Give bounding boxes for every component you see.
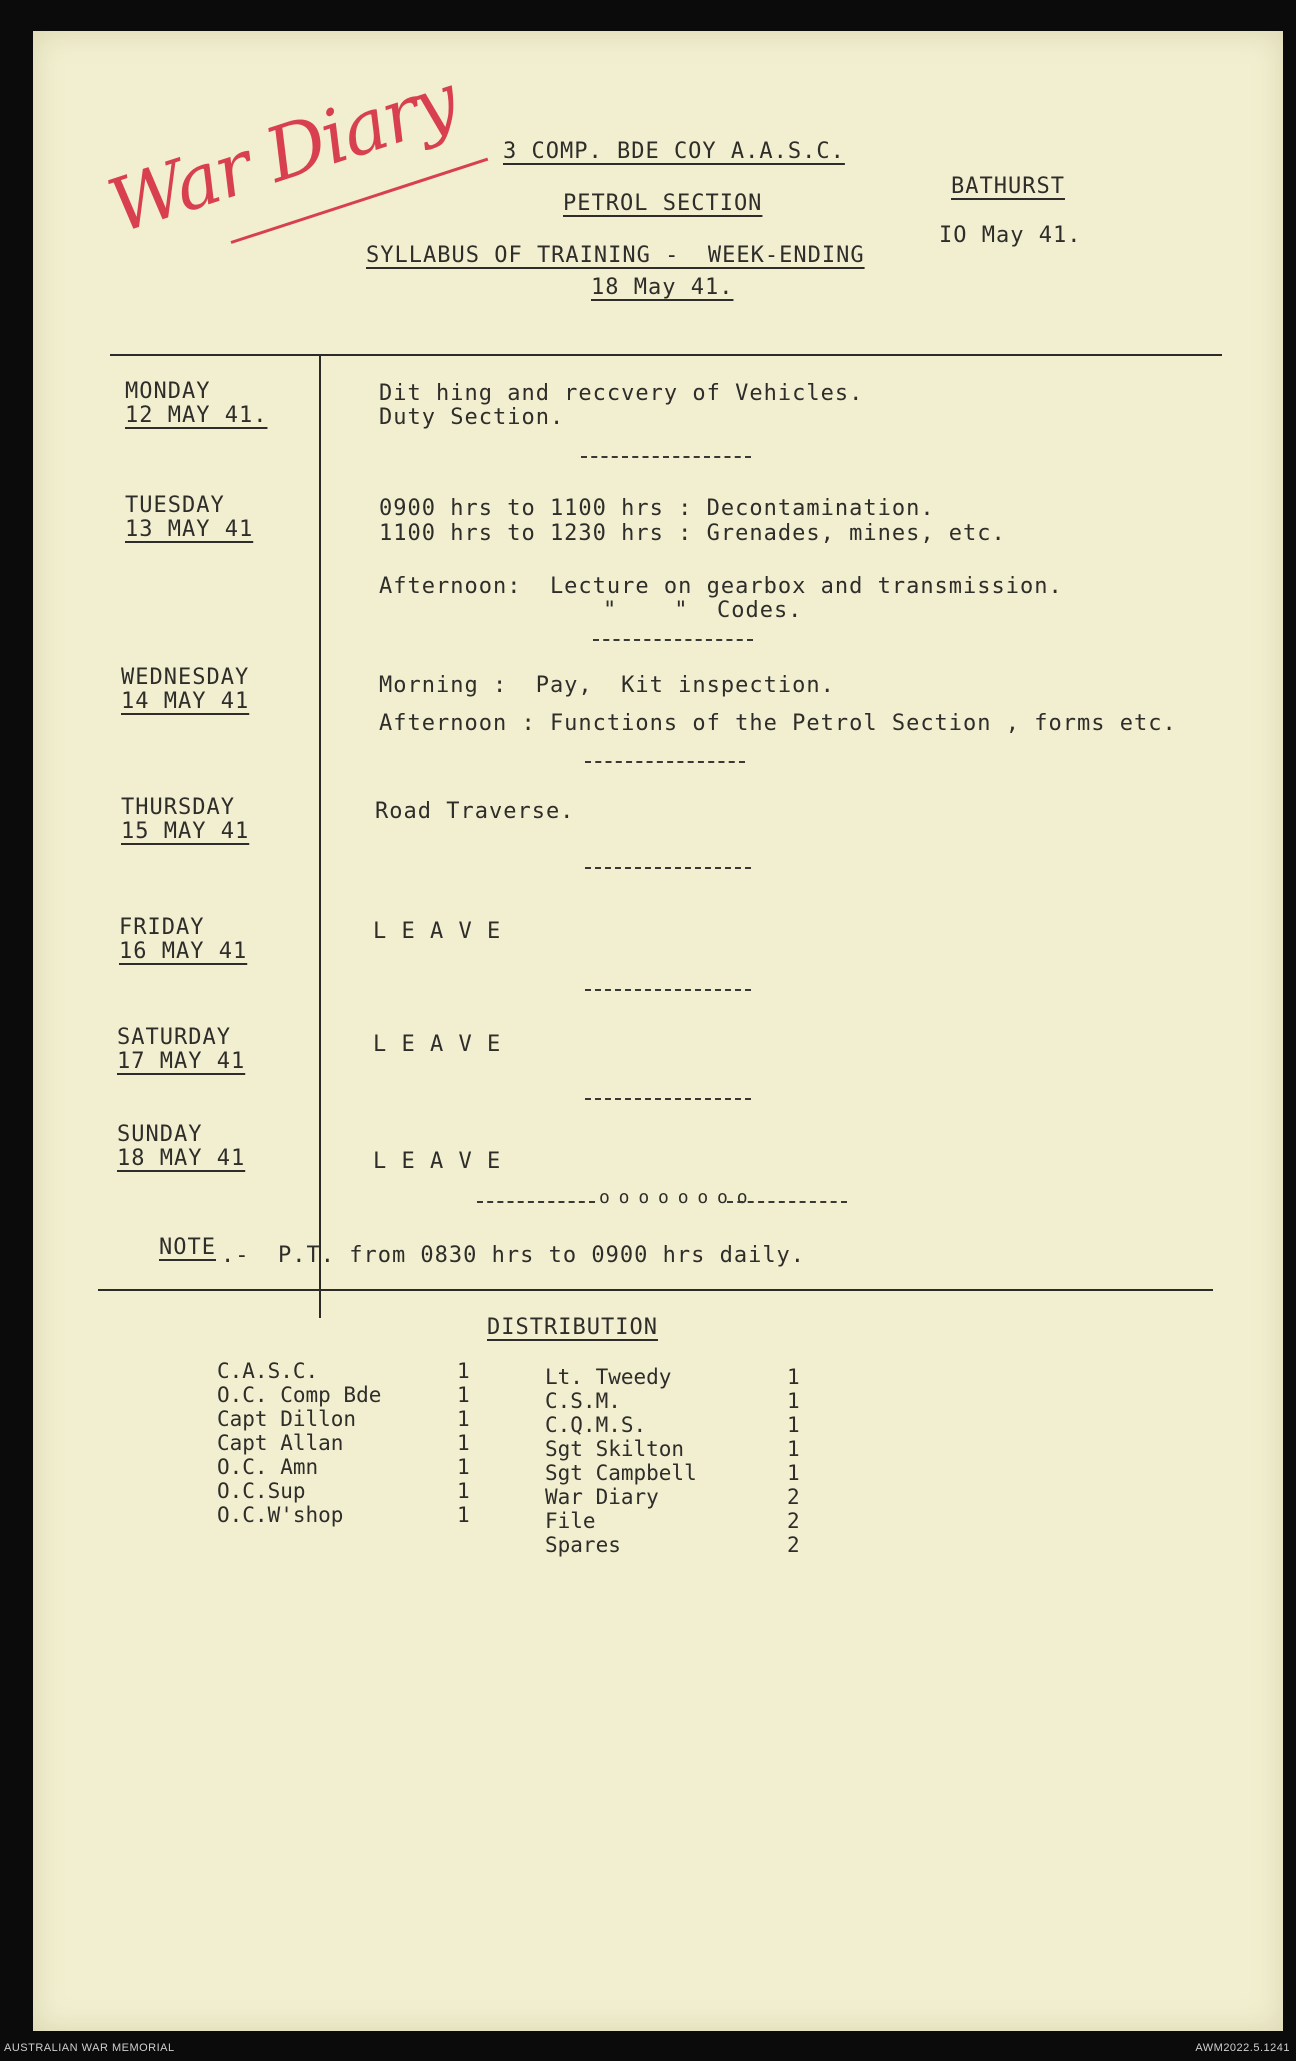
list-qty: 1 xyxy=(787,1437,800,1461)
place: BATHURST xyxy=(951,174,1065,199)
note-text: .- P.T. from 0830 hrs to 0900 hrs daily. xyxy=(221,1243,806,1268)
activity-line: Morning : Pay, Kit inspection. xyxy=(379,673,835,698)
day-name: WEDNESDAY xyxy=(121,665,250,690)
list-item: C.S.M. xyxy=(545,1389,621,1413)
day-date: 18 MAY 41 xyxy=(117,1146,246,1171)
distribution-title: DISTRIBUTION xyxy=(487,1315,658,1340)
list-item: Lt. Tweedy xyxy=(545,1365,672,1389)
activity-line: L E A V E xyxy=(373,919,502,944)
day-date: 16 MAY 41 xyxy=(119,939,248,964)
day-separator xyxy=(593,639,753,641)
document-date: IO May 41. xyxy=(939,223,1082,248)
list-item: O.C.Sup xyxy=(217,1479,306,1503)
day-name: THURSDAY xyxy=(121,795,235,820)
list-qty: 1 xyxy=(457,1479,470,1503)
list-qty: 1 xyxy=(457,1407,470,1431)
activity-line: Afternoon: Lecture on gearbox and transmission. xyxy=(379,574,1063,599)
activity-line: " " Codes. xyxy=(603,598,803,623)
list-qty: 1 xyxy=(457,1383,470,1407)
list-item: O.C. Amn xyxy=(217,1455,319,1479)
list-qty: 1 xyxy=(457,1503,470,1527)
day-name: SUNDAY xyxy=(117,1122,203,1147)
end-mark: o o o o o o o o xyxy=(599,1187,747,1208)
list-item: War Diary xyxy=(545,1485,659,1509)
section-title: PETROL SECTION xyxy=(563,191,763,216)
day-separator xyxy=(585,1098,751,1100)
document-page xyxy=(33,31,1283,2031)
unit-title: 3 COMP. BDE COY A.A.S.C. xyxy=(503,139,845,164)
list-item: C.Q.M.S. xyxy=(545,1413,647,1437)
list-qty: 1 xyxy=(787,1389,800,1413)
list-qty: 1 xyxy=(787,1461,800,1485)
list-item: File xyxy=(545,1509,596,1533)
activity-line: L E A V E xyxy=(373,1149,502,1174)
day-name: TUESDAY xyxy=(125,493,225,518)
day-separator xyxy=(585,989,751,991)
day-date: 15 MAY 41 xyxy=(121,819,250,844)
list-item: Sgt Skilton xyxy=(545,1437,685,1461)
day-separator xyxy=(585,761,745,763)
list-qty: 1 xyxy=(457,1431,470,1455)
footer-reference: AWM2022.5.1241 xyxy=(1195,2042,1290,2054)
note-label: NOTE xyxy=(159,1235,216,1260)
activity-line: Duty Section. xyxy=(379,405,565,430)
list-qty: 1 xyxy=(457,1359,470,1383)
list-item: Capt Allan xyxy=(217,1431,344,1455)
day-separator xyxy=(585,867,751,869)
war-diary-annotation: War Diary xyxy=(98,57,467,251)
list-item: Spares xyxy=(545,1533,621,1557)
list-qty: 1 xyxy=(787,1365,800,1389)
activity-line: Dit hing and reccvery of Vehicles. xyxy=(379,381,864,406)
column-rule xyxy=(319,356,321,1318)
list-qty: 2 xyxy=(787,1485,800,1509)
list-qty: 1 xyxy=(457,1455,470,1479)
day-name: MONDAY xyxy=(125,379,211,404)
list-qty: 1 xyxy=(787,1413,800,1437)
list-item: Sgt Campbell xyxy=(545,1461,697,1485)
day-separator xyxy=(581,456,751,458)
activity-line: Afternoon : Functions of the Petrol Section , forms etc. xyxy=(379,711,1177,736)
day-date: 13 MAY 41 xyxy=(125,517,254,542)
activity-line: 1100 hrs to 1230 hrs : Grenades, mines, etc. xyxy=(379,521,1006,546)
activity-line: Road Traverse. xyxy=(375,799,575,824)
list-item: C.A.S.C. xyxy=(217,1359,319,1383)
list-qty: 2 xyxy=(787,1509,800,1533)
list-qty: 2 xyxy=(787,1533,800,1557)
bottom-rule xyxy=(98,1289,1213,1291)
week-ending-date: 18 May 41. xyxy=(591,275,734,300)
end-dash-left xyxy=(477,1201,595,1203)
footer-source: AUSTRALIAN WAR MEMORIAL xyxy=(4,2042,175,2054)
day-name: SATURDAY xyxy=(117,1025,231,1050)
activity-line: L E A V E xyxy=(373,1032,502,1057)
list-item: O.C. Comp Bde xyxy=(217,1383,382,1407)
day-name: FRIDAY xyxy=(119,915,205,940)
top-rule xyxy=(110,354,1222,356)
list-item: O.C.W'shop xyxy=(217,1503,344,1527)
activity-line: 0900 hrs to 1100 hrs : Decontamination. xyxy=(379,496,935,521)
end-dash-right xyxy=(727,1201,847,1203)
day-date: 12 MAY 41. xyxy=(125,403,268,428)
day-date: 17 MAY 41 xyxy=(117,1049,246,1074)
syllabus-title: SYLLABUS OF TRAINING - WEEK-ENDING xyxy=(366,243,865,268)
day-date: 14 MAY 41 xyxy=(121,689,250,714)
list-item: Capt Dillon xyxy=(217,1407,357,1431)
